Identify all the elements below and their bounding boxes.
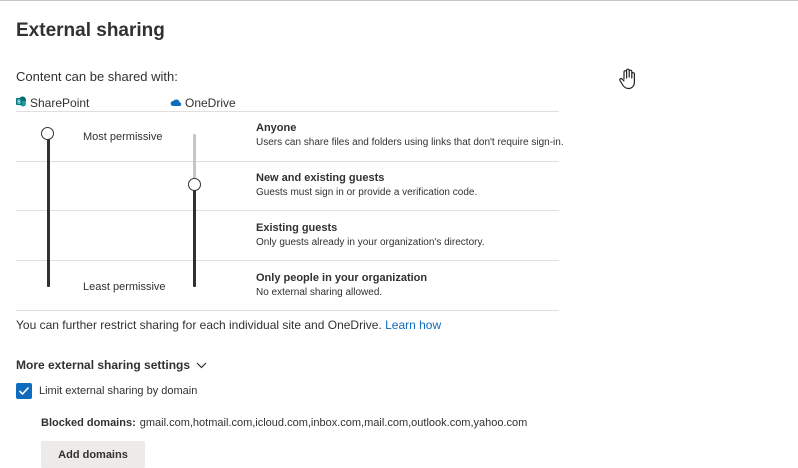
chevron-down-icon [196, 358, 207, 372]
sharepoint-slider-handle[interactable] [41, 127, 54, 140]
onedrive-icon [170, 96, 182, 110]
hand-cursor-icon [618, 68, 638, 95]
most-permissive-label: Most permissive [83, 131, 163, 143]
option-title: Only people in your organization [256, 272, 428, 284]
option-title: Existing guests [256, 222, 338, 234]
option-title: New and existing guests [256, 172, 385, 184]
legend-onedrive-label: OneDrive [185, 96, 236, 110]
option-description: No external sharing allowed. [256, 287, 383, 298]
blocked-domains-value: gmail.com,hotmail.com,icloud.com,inbox.com,mail.com,outlook.com,yahoo.com [139, 417, 528, 429]
sharepoint-slider-track[interactable] [47, 134, 50, 287]
restrict-note-text: You can further restrict sharing for each individual site and OneDrive. [16, 318, 386, 332]
limit-domain-option[interactable] [16, 383, 197, 399]
row-divider [16, 310, 559, 311]
least-permissive-label: Least permissive [83, 281, 166, 293]
restrict-note [16, 318, 441, 332]
onedrive-slider-track-disabled [193, 134, 196, 184]
option-existing-guests [256, 222, 485, 248]
blocked-domains [41, 417, 527, 429]
option-description: Users can share files and folders using links that don't require sign-in. [256, 137, 564, 148]
svg-text:S: S [17, 99, 21, 106]
legend-sharepoint [16, 96, 89, 110]
learn-how-link[interactable]: Learn how [385, 318, 442, 332]
add-domains-button[interactable]: Add domains [41, 441, 145, 468]
option-new-existing-guests [256, 172, 477, 198]
row-divider [16, 210, 559, 211]
row-divider [16, 260, 559, 261]
checkmark-icon [18, 386, 30, 396]
blocked-domains-label: Blocked domains: [41, 417, 136, 429]
more-settings-label: More external sharing settings [16, 358, 191, 372]
legend-onedrive [170, 96, 236, 110]
row-divider [16, 161, 559, 162]
option-only-organization [256, 272, 427, 298]
option-title: Anyone [256, 122, 297, 134]
row-divider [16, 111, 559, 112]
option-anyone [256, 122, 564, 148]
option-description: Guests must sign in or provide a verification code. [256, 187, 478, 198]
more-settings-toggle[interactable] [16, 358, 207, 372]
page-subtitle: Content can be shared with: [16, 69, 178, 84]
top-divider [0, 0, 798, 1]
sharepoint-icon [16, 96, 27, 110]
page-title: External sharing [16, 20, 165, 41]
legend-sharepoint-label: SharePoint [30, 96, 90, 110]
onedrive-slider-handle[interactable] [188, 178, 201, 191]
onedrive-slider-track[interactable] [193, 184, 196, 287]
limit-domain-checkbox[interactable] [16, 383, 32, 399]
option-description: Only guests already in your organization's directory. [256, 237, 485, 248]
limit-domain-label: Limit external sharing by domain [39, 385, 198, 397]
